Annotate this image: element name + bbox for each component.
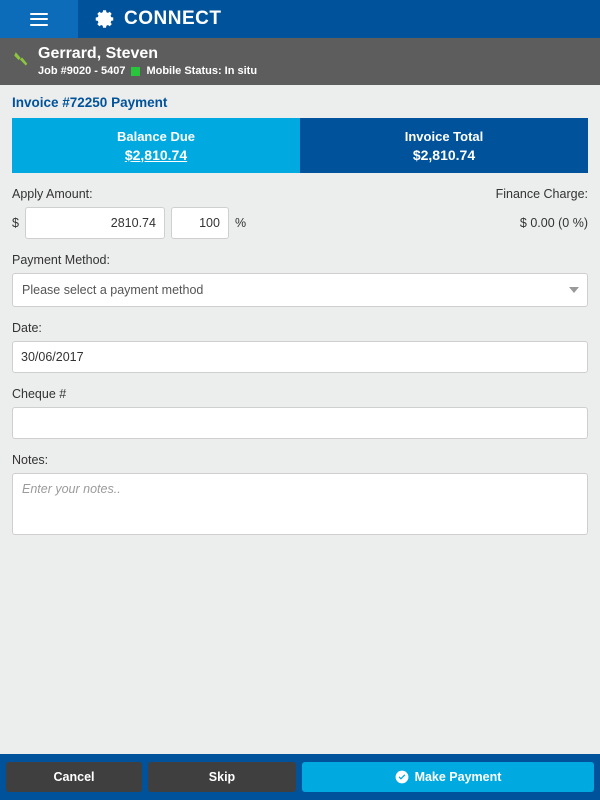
hamburger-bars (30, 13, 48, 26)
percent-symbol: % (234, 216, 247, 230)
apply-amount-header-row (12, 187, 588, 201)
footer-action-bar (0, 754, 600, 800)
cheque-number-label: Cheque # (12, 387, 67, 401)
date-block (12, 321, 588, 373)
page-title: Invoice #72250 Payment (12, 95, 168, 110)
finance-charge-label: Finance Charge: (495, 187, 588, 201)
balance-due-value[interactable]: $2,810.74 (124, 146, 188, 163)
balance-due-label: Balance Due (116, 128, 196, 144)
cancel-button[interactable]: Cancel (6, 762, 142, 792)
main-content (0, 85, 600, 754)
skip-button[interactable]: Skip (148, 762, 296, 792)
hamburger-menu-icon[interactable] (0, 0, 78, 38)
invoice-total-label: Invoice Total (404, 128, 484, 144)
make-payment-button[interactable] (302, 762, 594, 792)
notes-block (12, 453, 588, 540)
invoice-total-value: $2,810.74 (412, 146, 476, 163)
top-app-bar (0, 0, 600, 38)
finance-charge-value: $ 0.00 (0 %) (519, 216, 588, 230)
customer-subline (38, 65, 257, 77)
balance-due-tile[interactable] (12, 118, 300, 173)
apply-amount-row (12, 207, 588, 239)
customer-info (38, 44, 257, 77)
mobile-status-text: Mobile Status: In situ (146, 65, 258, 77)
job-number: Job #9020 - 5407 (38, 65, 126, 77)
customer-header (0, 38, 600, 85)
app-title: CONNECT (124, 8, 222, 29)
payment-method-label: Payment Method: (12, 253, 110, 267)
notes-textarea[interactable] (12, 473, 588, 535)
apply-percent-input[interactable] (171, 207, 229, 239)
make-payment-label: Make Payment (414, 770, 502, 784)
apply-amount-label: Apply Amount: (12, 187, 93, 201)
date-label: Date: (12, 321, 42, 335)
status-indicator-dot (131, 67, 140, 76)
payment-method-select-wrap (12, 273, 588, 307)
payment-method-block (12, 253, 588, 307)
invoice-total-tile (300, 118, 588, 173)
date-input[interactable] (12, 341, 588, 373)
invoice-summary-tiles (12, 118, 588, 173)
amount-inputs-group (12, 207, 246, 239)
customer-name: Gerrard, Steven (38, 45, 159, 62)
payment-method-select[interactable]: Please select a payment method (12, 273, 588, 307)
map-pin-icon (12, 48, 30, 70)
app-brand (78, 0, 221, 38)
cheque-block (12, 387, 588, 439)
currency-symbol: $ (12, 216, 19, 230)
apply-amount-input[interactable] (25, 207, 165, 239)
gear-logo-icon (94, 8, 116, 30)
check-circle-icon (395, 770, 409, 784)
cheque-number-input[interactable] (12, 407, 588, 439)
notes-label: Notes: (12, 453, 49, 467)
